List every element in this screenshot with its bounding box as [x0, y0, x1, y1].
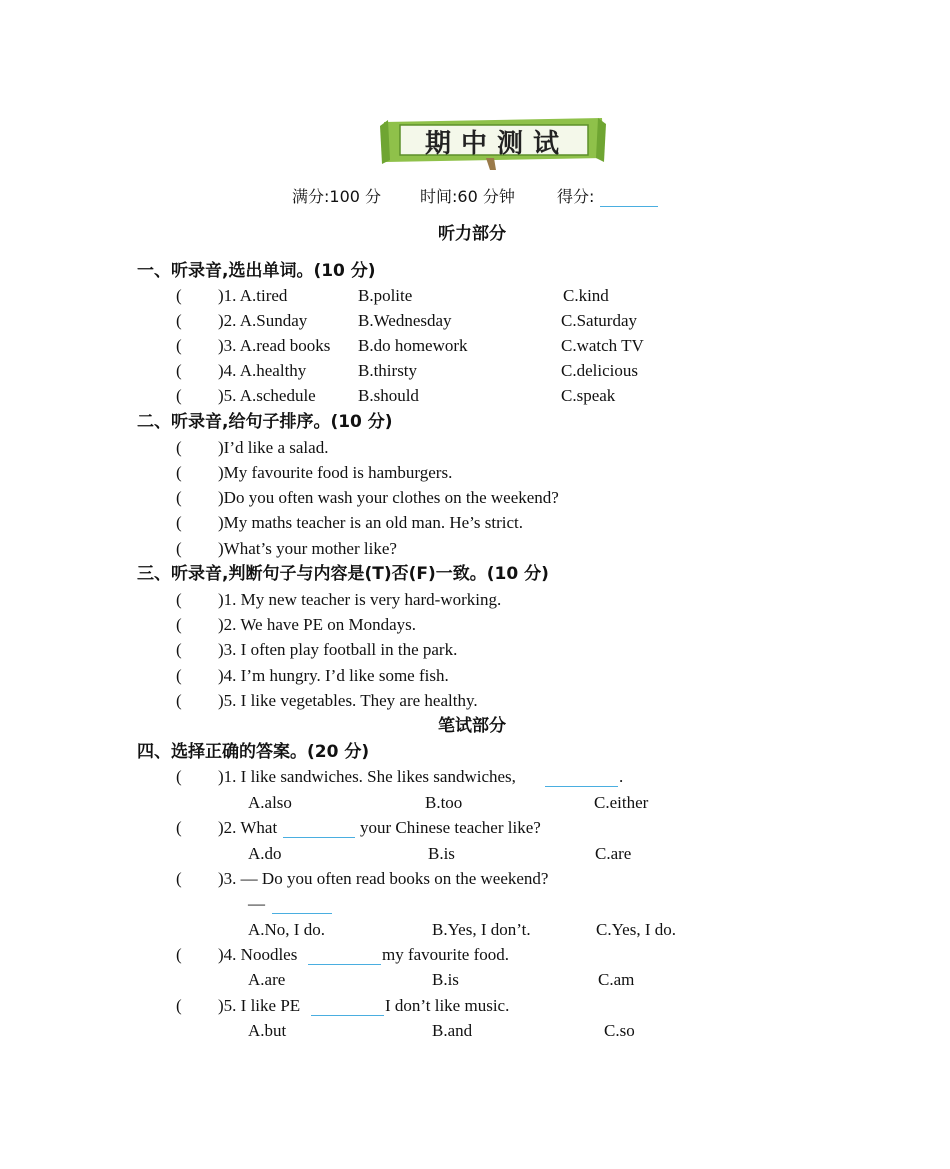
s4-q4-blank[interactable]	[308, 948, 381, 965]
paren: (	[176, 539, 182, 558]
section4-heading: 四、选择正确的答案。(20 分)	[137, 742, 370, 762]
s3-statement: )2. We have PE on Mondays.	[218, 615, 417, 634]
s4-q2-opt-a[interactable]: A.do	[248, 844, 282, 863]
s2-sentence: )My favourite food is hamburgers.	[218, 463, 453, 482]
paren: (	[176, 386, 182, 405]
paren: (	[176, 311, 182, 330]
paren: (	[176, 336, 182, 355]
s4-q2-opt-c[interactable]: C.are	[595, 844, 632, 863]
s4-q1-opt-a[interactable]: A.also	[248, 793, 292, 812]
full-score: 满分:100 分	[292, 187, 382, 206]
paren: (	[176, 615, 182, 634]
score-label: 得分:	[557, 187, 595, 206]
s4-q4-opt-a[interactable]: A.are	[248, 970, 286, 989]
s1-q1-c[interactable]: C.kind	[563, 286, 609, 305]
paren: (	[176, 513, 182, 532]
paren: (	[176, 590, 182, 609]
s4-q2-end: your Chinese teacher like?	[360, 818, 541, 837]
s4-q2-opt-b[interactable]: B.is	[428, 844, 455, 863]
s4-q4-end: my favourite food.	[382, 945, 509, 964]
paren: (	[176, 818, 182, 837]
s4-q1-stem: )1. I like sandwiches. She likes sandwiches,	[218, 767, 516, 786]
s3-statement: )1. My new teacher is very hard-working.	[218, 590, 502, 609]
s3-statement: )4. I’m hungry. I’d like some fish.	[218, 666, 449, 685]
s4-q1-blank[interactable]	[545, 770, 618, 787]
paren: (	[176, 488, 182, 507]
s3-statement: )3. I often play football in the park.	[218, 640, 458, 659]
s4-q1-opt-b[interactable]: B.too	[425, 793, 463, 812]
s4-q4-opt-c[interactable]: C.am	[598, 970, 635, 989]
s2-sentence: )My maths teacher is an old man. He’s strict.	[218, 513, 523, 532]
s1-q5-b[interactable]: B.should	[358, 386, 419, 405]
s4-q5-stem: )5. I like PE	[218, 996, 301, 1015]
section2-heading: 二、听录音,给句子排序。(10 分)	[137, 412, 393, 432]
s4-q3-blank[interactable]	[272, 897, 332, 914]
paren: (	[176, 869, 182, 888]
s4-q5-end: I don’t like music.	[385, 996, 510, 1015]
s3-statement: )5. I like vegetables. They are healthy.	[218, 691, 478, 710]
s2-sentence: )What’s your mother like?	[218, 539, 397, 558]
section3-heading: 三、听录音,判断句子与内容是(T)否(F)一致。(10 分)	[137, 564, 549, 584]
s4-q5-opt-a[interactable]: A.but	[248, 1021, 287, 1040]
s1-q4-b[interactable]: B.thirsty	[358, 361, 418, 380]
paren: (	[176, 640, 182, 659]
s4-q1-opt-c[interactable]: C.either	[594, 793, 649, 812]
paren: (	[176, 361, 182, 380]
s4-q5-blank[interactable]	[311, 999, 384, 1016]
writing-title: 笔试部分	[438, 716, 506, 736]
s4-q4-opt-b[interactable]: B.is	[432, 970, 459, 989]
s1-q2: )2. A.Sunday	[218, 311, 308, 330]
s1-q3-c[interactable]: C.watch TV	[561, 336, 644, 355]
s4-q5-opt-b[interactable]: B.and	[432, 1021, 473, 1040]
page-title: 期中测试	[424, 128, 569, 159]
time-limit: 时间:60 分钟	[420, 187, 515, 206]
s4-q3-opt-a[interactable]: A.No, I do.	[248, 920, 325, 939]
title-banner	[378, 112, 608, 170]
s1-q1: )1. A.tired	[218, 286, 288, 305]
s4-q1-end: .	[619, 767, 624, 786]
s1-q2-c[interactable]: C.Saturday	[561, 311, 638, 330]
s2-sentence: )Do you often wash your clothes on the weekend?	[218, 488, 559, 507]
s1-q4: )4. A.healthy	[218, 361, 307, 380]
s4-q5-opt-c[interactable]: C.so	[604, 1021, 635, 1040]
paren: (	[176, 463, 182, 482]
s4-q3-opt-c[interactable]: C.Yes, I do.	[596, 920, 676, 939]
paren: (	[176, 691, 182, 710]
s1-q1-b[interactable]: B.polite	[358, 286, 413, 305]
s1-q4-c[interactable]: C.delicious	[561, 361, 638, 380]
paren: (	[176, 286, 182, 305]
s1-q2-b[interactable]: B.Wednesday	[358, 311, 452, 330]
score-blank[interactable]	[600, 190, 658, 207]
listening-title: 听力部分	[438, 224, 506, 244]
paren: (	[176, 996, 182, 1015]
s1-q3: )3. A.read books	[218, 336, 331, 355]
paren: (	[176, 945, 182, 964]
paren: (	[176, 438, 182, 457]
s2-sentence: )I’d like a salad.	[218, 438, 329, 457]
s1-q3-b[interactable]: B.do homework	[358, 336, 468, 355]
s4-q2-blank[interactable]	[283, 821, 355, 838]
s4-q4-stem: )4. Noodles	[218, 945, 298, 964]
s4-q3-dash: —	[248, 894, 265, 913]
s1-q5-c[interactable]: C.speak	[561, 386, 616, 405]
paren: (	[176, 666, 182, 685]
paren: (	[176, 767, 182, 786]
s4-q3-stem: )3. — Do you often read books on the weekend?	[218, 869, 549, 888]
section1-heading: 一、听录音,选出单词。(10 分)	[137, 261, 376, 281]
s4-q2-stem: )2. What	[218, 818, 278, 837]
s1-q5: )5. A.schedule	[218, 386, 316, 405]
s4-q3-opt-b[interactable]: B.Yes, I don’t.	[432, 920, 531, 939]
